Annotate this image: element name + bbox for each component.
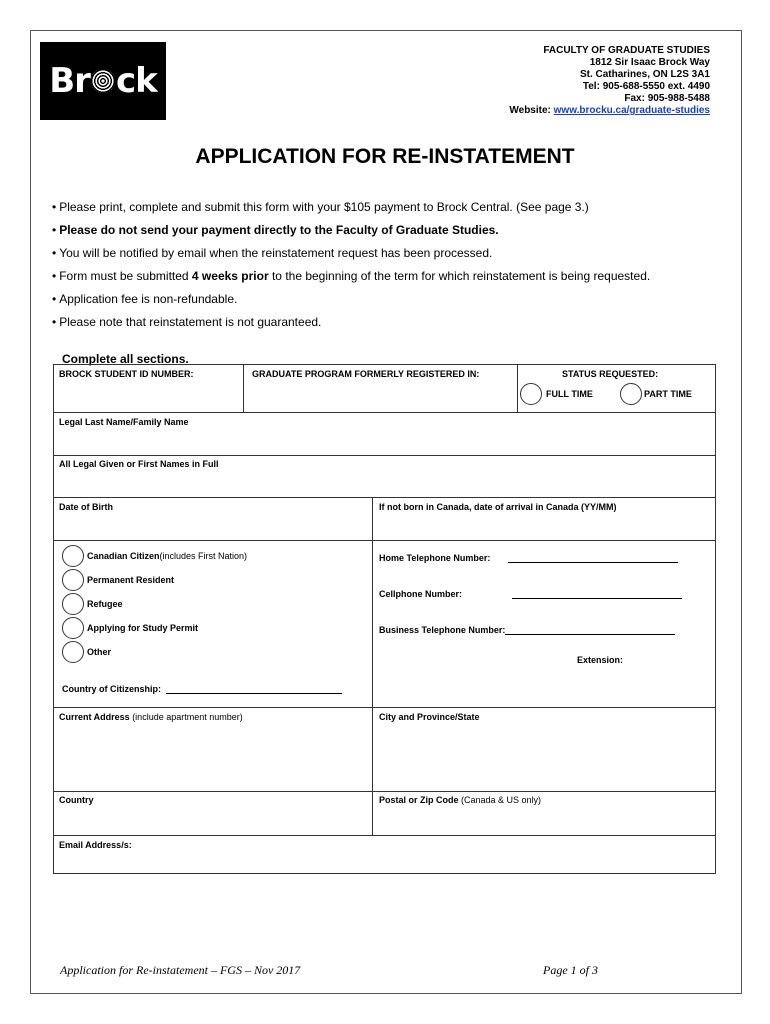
business-phone-field[interactable] (505, 625, 675, 635)
city-label: City and Province/State (379, 712, 480, 722)
instruction-item: • Please print, complete and submit this form with your $105 payment to Brock Central. (See page 3.) (52, 197, 650, 220)
country-citizenship: Country of Citizenship: (62, 684, 342, 694)
home-phone-field[interactable] (508, 553, 678, 563)
cell-phone-field[interactable] (512, 589, 682, 599)
full-time-option[interactable]: FULL TIME (520, 383, 593, 405)
email-field[interactable] (59, 852, 709, 870)
postal-field[interactable] (379, 807, 709, 833)
website-link[interactable]: www.brocku.ca/graduate-studies (553, 105, 710, 116)
arrival-field[interactable] (379, 514, 709, 538)
part-time-radio[interactable] (620, 383, 642, 405)
study-permit-radio[interactable] (62, 617, 84, 639)
refugee-option[interactable]: Refugee (62, 593, 123, 615)
faculty-contact (509, 45, 710, 117)
country-citizenship-field[interactable] (166, 684, 342, 694)
extension-label: Extension: (577, 655, 624, 665)
page-title: APPLICATION FOR RE-INSTATEMENT (195, 145, 575, 168)
complete-all-sections: Complete all sections. (62, 352, 189, 366)
form-row-given-names (54, 456, 715, 498)
full-time-radio[interactable] (520, 383, 542, 405)
permanent-radio[interactable] (62, 569, 84, 591)
citizen-radio[interactable] (62, 545, 84, 567)
student-id-field[interactable] (59, 381, 239, 409)
faculty-address1: 1812 Sir Isaac Brock Way (589, 57, 710, 68)
faculty-website: Website: www.brocku.ca/graduate-studies (509, 105, 710, 116)
dob-field[interactable] (59, 514, 369, 538)
cell-phone: Cellphone Number: (379, 589, 682, 599)
permanent-option[interactable]: Permanent Resident (62, 569, 174, 591)
last-name-field[interactable] (59, 429, 709, 453)
current-address-label: Current Address (include apartment number) (59, 712, 243, 722)
given-names-label: All Legal Given or First Names in Full (59, 459, 219, 469)
email-label: Email Address/s: (59, 840, 132, 850)
program-field[interactable] (249, 381, 514, 409)
faculty-name: FACULTY OF GRADUATE STUDIES (543, 45, 710, 56)
status-label: STATUS REQUESTED: (562, 369, 659, 379)
logo-o-icon (91, 69, 115, 93)
faculty-tel: Tel: 905-688-5550 ext. 4490 (582, 81, 710, 92)
city-field[interactable] (379, 724, 709, 788)
student-id-label: BROCK STUDENT ID NUMBER: (59, 369, 194, 379)
footer-page-number: Page 1 of 3 (543, 963, 598, 977)
form-row-last-name (54, 413, 715, 456)
refugee-radio[interactable] (62, 593, 84, 615)
instruction-item: • Please do not send your payment directly to the Faculty of Graduate Studies. (52, 220, 650, 243)
instruction-item: • You will be notified by email when the reinstatement request has been processed. (52, 243, 650, 266)
form-row-citizenship (54, 541, 715, 708)
dob-label: Date of Birth (59, 502, 113, 512)
instruction-item: • Please note that reinstatement is not guaranteed. (52, 312, 650, 335)
brock-logo: Br ck (40, 42, 166, 120)
part-time-option[interactable]: PART TIME (620, 383, 692, 405)
other-option[interactable]: Other (62, 641, 111, 663)
application-form (53, 364, 716, 874)
home-phone: Home Telephone Number: (379, 553, 678, 563)
country-label: Country (59, 795, 94, 805)
faculty-address2: St. Catharines, ON L2S 3A1 (579, 69, 710, 80)
faculty-fax: Fax: 905-988-5488 (624, 93, 710, 104)
last-name-label: Legal Last Name/Family Name (59, 417, 189, 427)
given-names-field[interactable] (59, 471, 709, 495)
instruction-item: • Application fee is non-refundable. (52, 289, 650, 312)
form-row-address (54, 708, 715, 792)
other-radio[interactable] (62, 641, 84, 663)
current-address-field[interactable] (59, 724, 369, 788)
business-phone: Business Telephone Number: (379, 625, 675, 635)
form-row-email (54, 836, 715, 873)
form-row-dob (54, 498, 715, 541)
arrival-label: If not born in Canada, date of arrival in Canada (YY/MM) (379, 502, 617, 512)
instruction-item: • Form must be submitted 4 weeks prior to the beginning of the term for which reinstatement is being requested. (52, 266, 650, 289)
footer-form-id: Application for Re-instatement – FGS – Nov 2017 (60, 963, 301, 977)
citizen-option[interactable]: Canadian Citizen (includes First Nation) (62, 545, 247, 567)
instructions-list (52, 197, 650, 335)
study-permit-option[interactable]: Applying for Study Permit (62, 617, 198, 639)
form-row-country (54, 792, 715, 836)
form-row-program (54, 365, 715, 413)
country-field[interactable] (59, 807, 369, 833)
program-label: GRADUATE PROGRAM FORMERLY REGISTERED IN: (252, 369, 480, 379)
postal-label: Postal or Zip Code (Canada & US only) (379, 795, 542, 805)
